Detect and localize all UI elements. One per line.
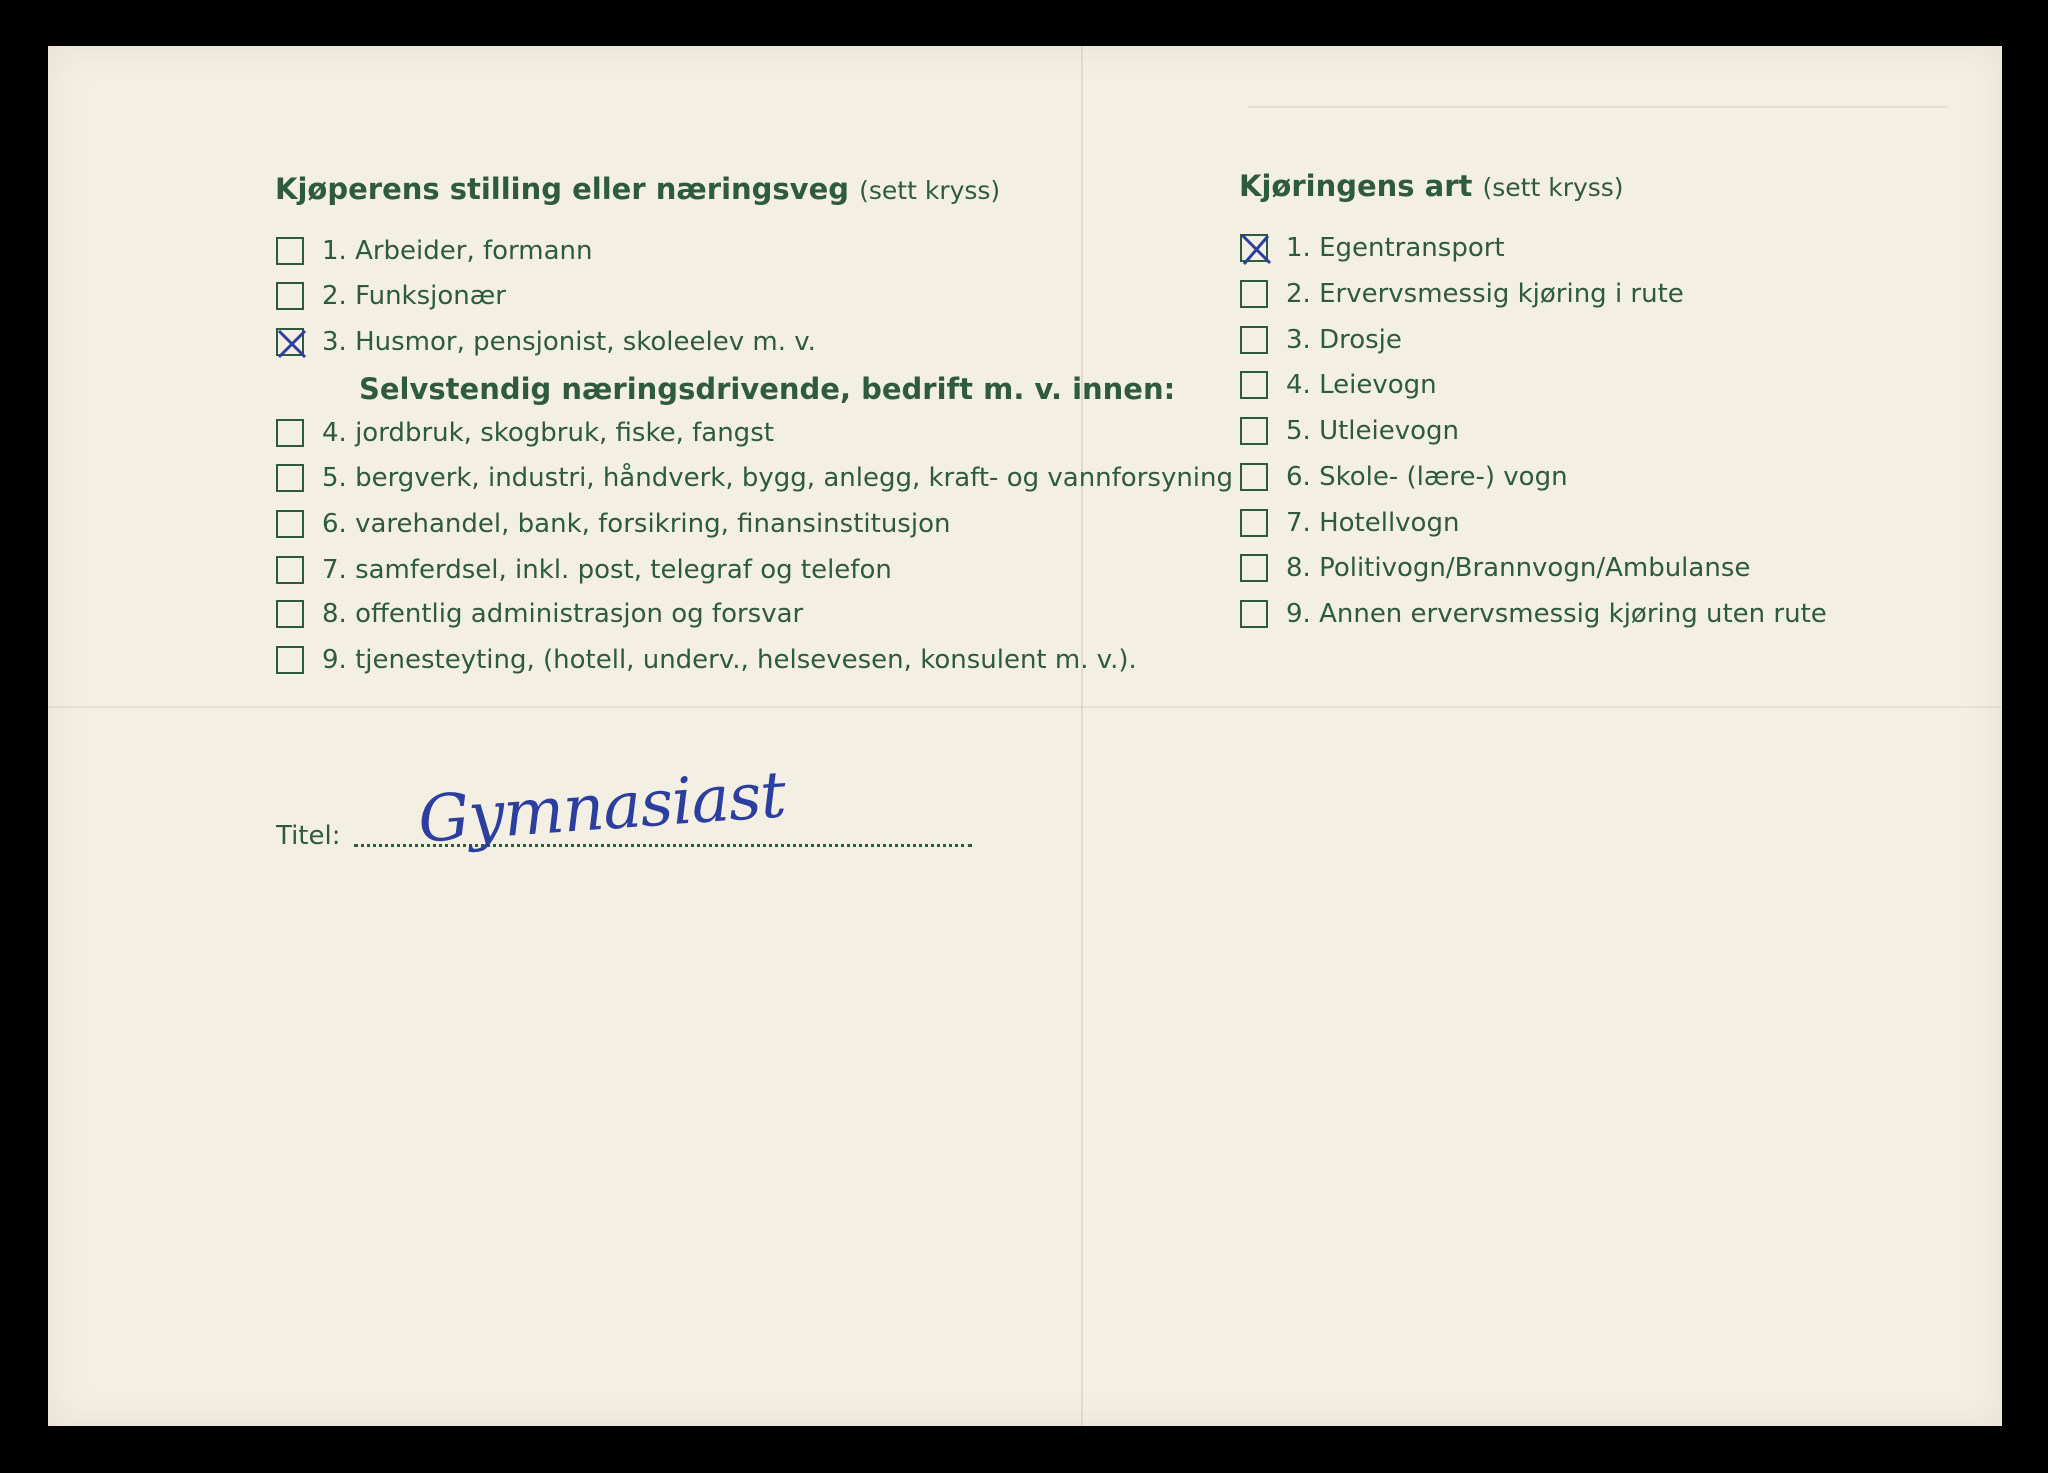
buyer-occupation-title: Kjøperens stilling eller næringsveg xyxy=(275,172,850,206)
driving-type-heading xyxy=(1239,169,1624,203)
driving-option-2[interactable] xyxy=(1240,279,1684,309)
show-through-artifact xyxy=(1248,106,1948,228)
sector-option-4[interactable] xyxy=(276,418,774,448)
option-label: 9. tjenesteyting, (hotell, underv., helsevesen, konsulent m. v.). xyxy=(322,645,1137,675)
option-label: 6. varehandel, bank, forsikring, finansinstitusjon xyxy=(322,509,951,539)
occupation-option-3[interactable] xyxy=(276,327,816,357)
occupation-option-2[interactable] xyxy=(276,281,506,311)
cross-mark-icon xyxy=(1238,232,1274,268)
titel-label: Titel: xyxy=(276,821,341,851)
driving-option-6[interactable] xyxy=(1240,462,1568,492)
driving-option-7[interactable] xyxy=(1240,508,1459,538)
checkbox[interactable] xyxy=(1240,463,1268,491)
sector-option-7[interactable] xyxy=(276,555,892,585)
option-label: 1. Egentransport xyxy=(1286,233,1505,263)
option-label: 3. Drosje xyxy=(1286,325,1402,355)
option-label: 7. samferdsel, inkl. post, telegraf og telefon xyxy=(322,555,892,585)
checkbox[interactable] xyxy=(1240,509,1268,537)
driving-type-title: Kjøringens art xyxy=(1239,169,1473,203)
driving-option-3[interactable] xyxy=(1240,325,1402,355)
driving-type-hint: (sett kryss) xyxy=(1482,173,1624,202)
checkbox[interactable] xyxy=(1240,554,1268,582)
checkbox[interactable] xyxy=(1240,280,1268,308)
sector-option-8[interactable] xyxy=(276,599,803,629)
checkbox[interactable] xyxy=(276,556,304,584)
cross-mark-icon xyxy=(274,326,310,362)
option-label: 5. bergverk, industri, håndverk, bygg, anlegg, kraft- og vannforsyning xyxy=(322,463,1234,493)
fold-line-vertical xyxy=(1081,46,1083,1426)
option-label: 8. offentlig administrasjon og forsvar xyxy=(322,599,804,629)
checkbox[interactable] xyxy=(276,646,304,674)
option-label: 3. Husmor, pensjonist, skoleelev m. v. xyxy=(322,327,816,357)
titel-handwritten-value: Gymnasiast xyxy=(415,758,788,858)
driving-option-9[interactable] xyxy=(1240,599,1827,629)
sector-option-9[interactable] xyxy=(276,645,1137,675)
occupation-option-1[interactable] xyxy=(276,236,593,266)
option-label: 9. Annen ervervsmessig kjøring uten rute xyxy=(1286,599,1827,629)
checkbox[interactable] xyxy=(1240,600,1268,628)
option-label: 1. Arbeider, formann xyxy=(322,236,593,266)
checkbox[interactable] xyxy=(1240,371,1268,399)
checkbox[interactable] xyxy=(276,282,304,310)
option-label: 4. Leievogn xyxy=(1286,370,1437,400)
checkbox[interactable] xyxy=(276,510,304,538)
option-label: 7. Hotellvogn xyxy=(1286,508,1460,538)
checkbox[interactable] xyxy=(276,464,304,492)
option-label: 8. Politivogn/Brannvogn/Ambulanse xyxy=(1286,553,1751,583)
buyer-occupation-heading xyxy=(275,172,1000,206)
option-label: 2. Funksjonær xyxy=(322,281,506,311)
option-label: 4. jordbruk, skogbruk, fiske, fangst xyxy=(322,418,774,448)
driving-option-1[interactable] xyxy=(1240,233,1505,263)
form-card xyxy=(48,46,2002,1426)
sector-option-5[interactable] xyxy=(276,463,1233,493)
checkbox-checked[interactable] xyxy=(276,328,304,356)
checkbox[interactable] xyxy=(1240,417,1268,445)
driving-option-4[interactable] xyxy=(1240,370,1437,400)
checkbox[interactable] xyxy=(276,419,304,447)
checkbox-checked[interactable] xyxy=(1240,234,1268,262)
self-employed-subheading: Selvstendig næringsdrivende, bedrift m. v. innen: xyxy=(359,372,1176,406)
buyer-occupation-hint: (sett kryss) xyxy=(859,176,1001,205)
option-label: 2. Ervervsmessig kjøring i rute xyxy=(1286,279,1684,309)
driving-option-5[interactable] xyxy=(1240,416,1459,446)
option-label: 5. Utleievogn xyxy=(1286,416,1460,446)
fold-line-horizontal xyxy=(48,706,2002,708)
checkbox[interactable] xyxy=(276,600,304,628)
sector-option-6[interactable] xyxy=(276,509,950,539)
checkbox[interactable] xyxy=(276,237,304,265)
driving-option-8[interactable] xyxy=(1240,553,1750,583)
option-label: 6. Skole- (lære-) vogn xyxy=(1286,462,1568,492)
checkbox[interactable] xyxy=(1240,326,1268,354)
